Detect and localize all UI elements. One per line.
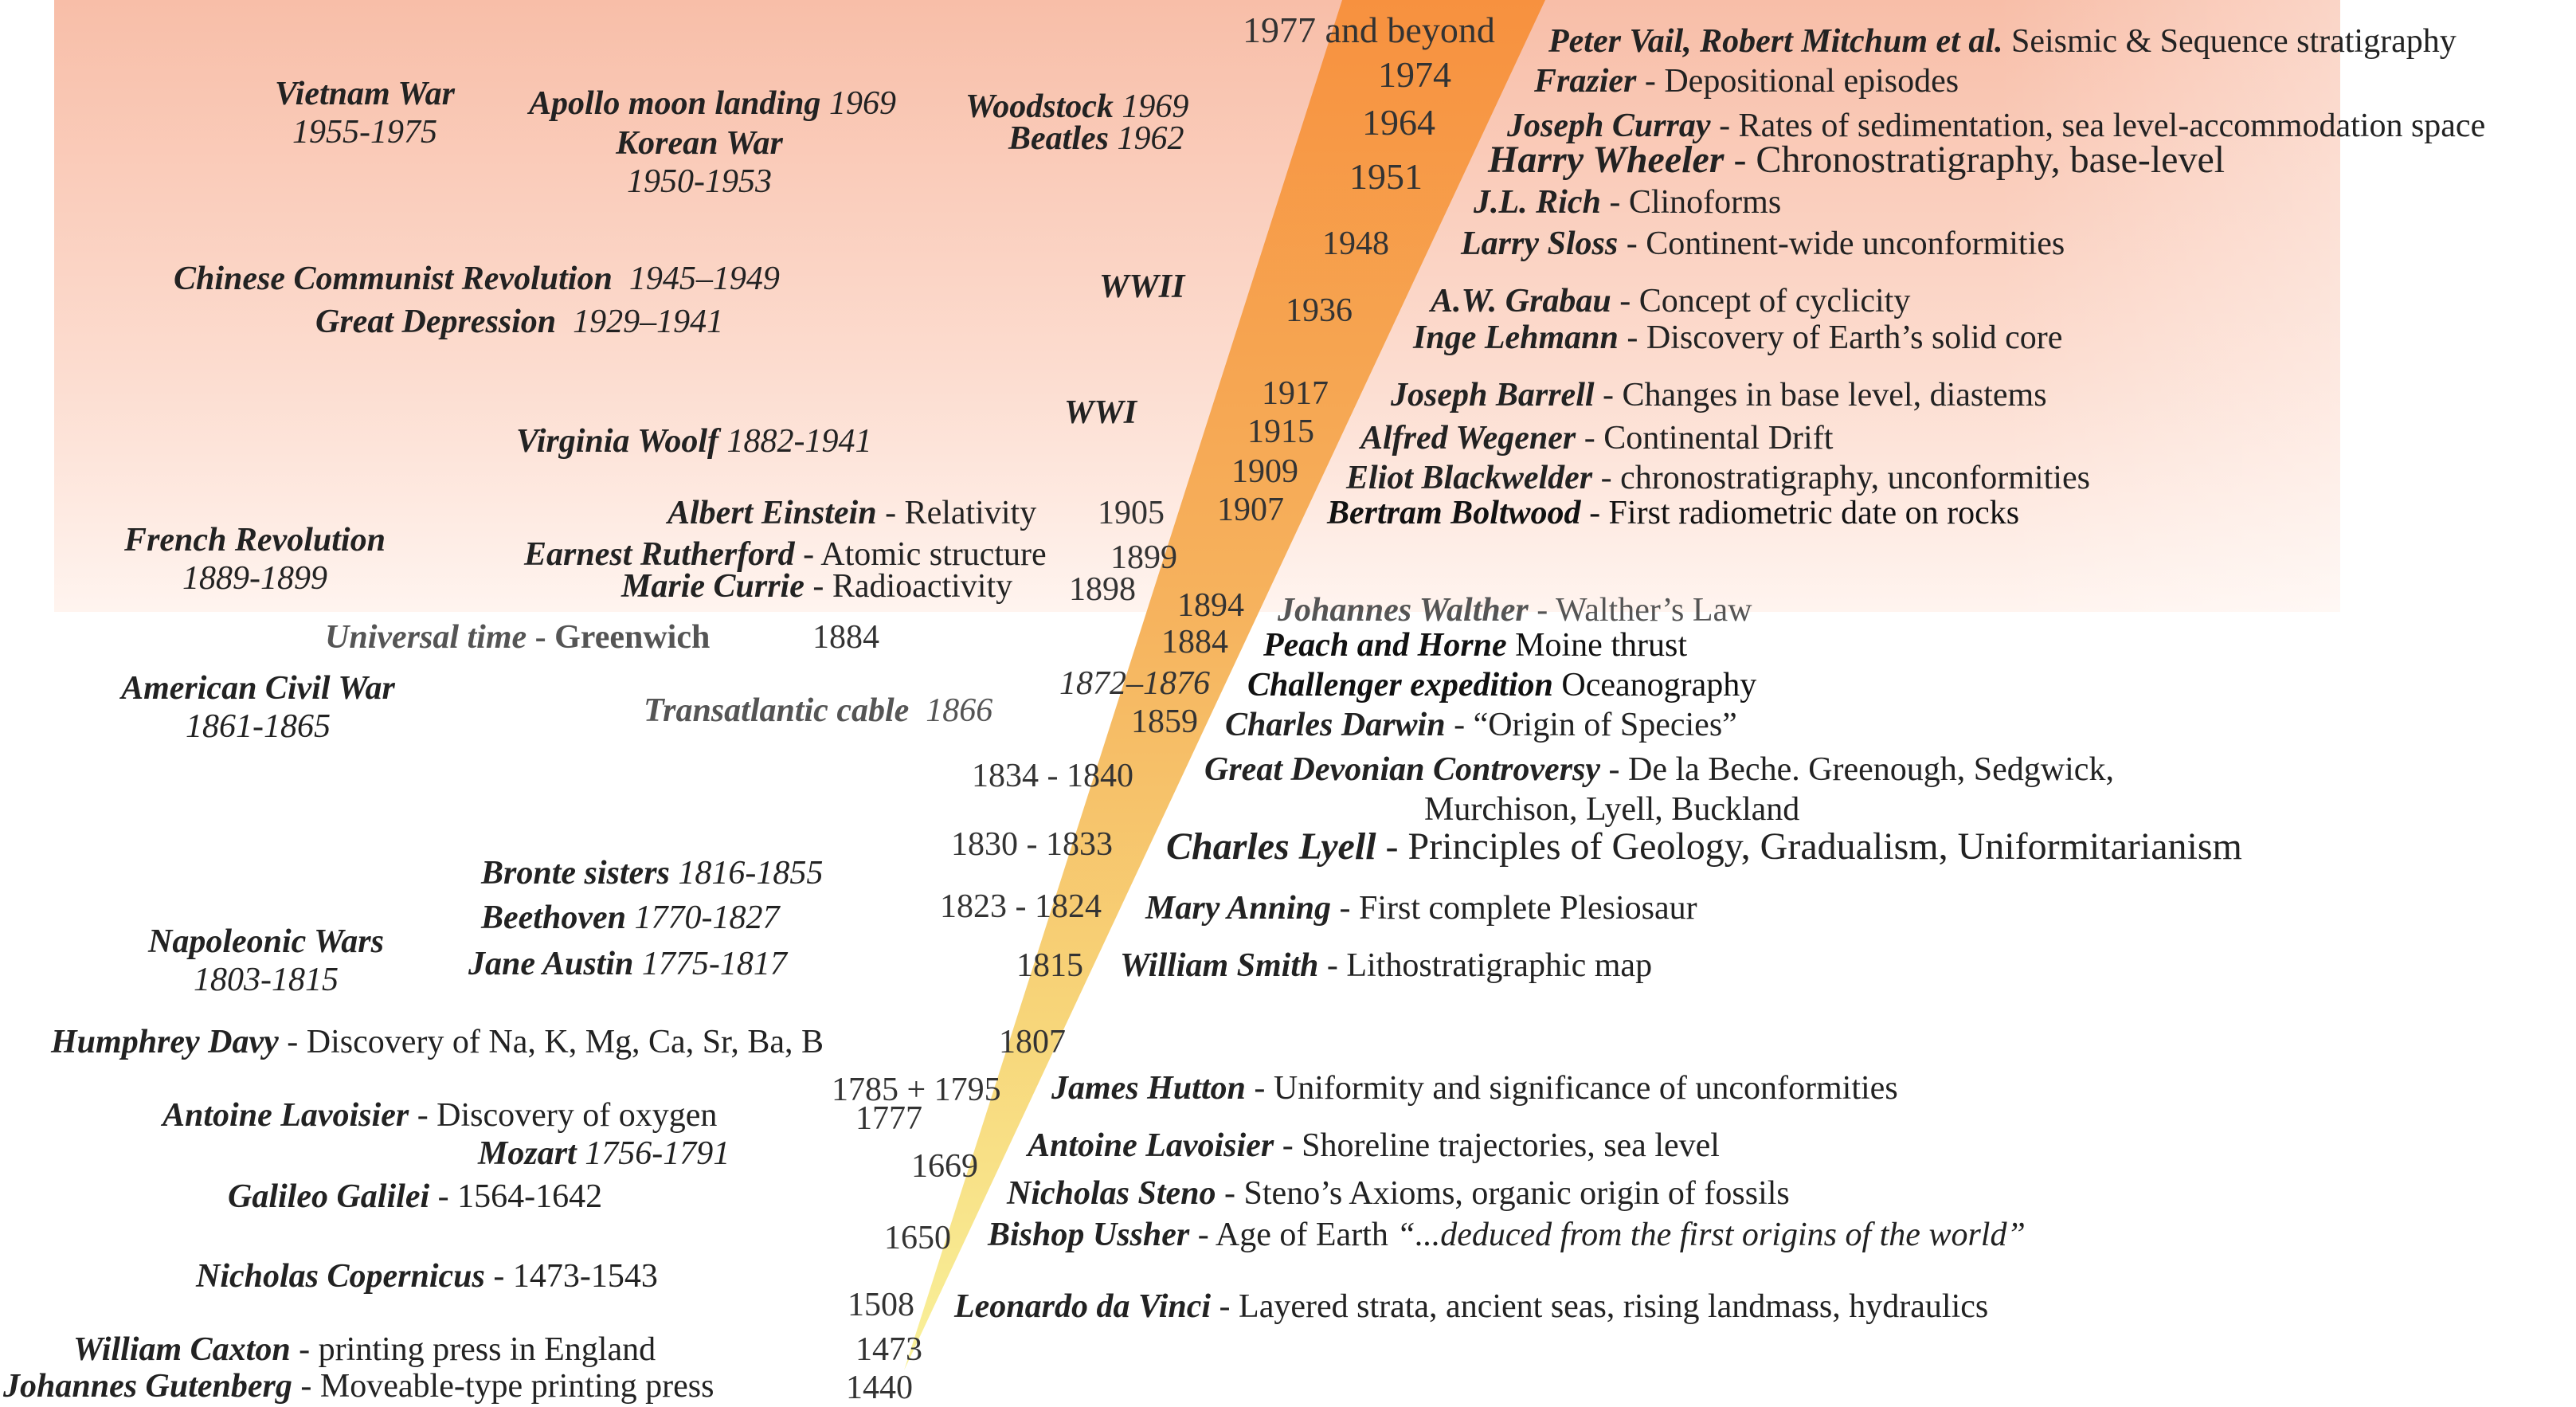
year-1905: 1905 [1098, 495, 1165, 531]
year-1977-and-beyond: 1977 and beyond [1243, 10, 1495, 50]
year-1884-left: 1884 [812, 619, 879, 656]
year-1915: 1915 [1247, 413, 1314, 450]
year-1907: 1907 [1217, 492, 1284, 528]
event-korean-war: Korean War 1950-1953 [616, 125, 783, 200]
event-smith: William Smith - Lithostratigraphic map [1120, 947, 1653, 984]
year-1823-1824: 1823 - 1824 [940, 888, 1102, 925]
year-1807: 1807 [999, 1024, 1066, 1060]
year-1964: 1964 [1362, 102, 1435, 143]
event-wheeler: Harry Wheeler - Chronostratigraphy, base-level [1488, 139, 2226, 181]
event-wwii: WWII [1099, 268, 1185, 305]
event-frazier: Frazier - Depositional episodes [1534, 63, 1959, 100]
event-rutherford: Earnest Rutherford - Atomic structure [524, 536, 1047, 573]
year-1936: 1936 [1286, 292, 1353, 329]
event-civil-war: American Civil War 1861-1865 [121, 670, 395, 745]
event-chinese-revolution: Chinese Communist Revolution 1945–1949 [174, 261, 780, 297]
event-great-depression: Great Depression 1929–1941 [315, 304, 724, 340]
event-devonian-controversy: Great Devonian Controversy - De la Beche. Greenough, Sedgwick, [1204, 751, 2114, 788]
event-caxton: William Caxton - printing press in England [73, 1331, 656, 1368]
event-curie: Marie Currie - Radioactivity [621, 568, 1013, 605]
event-ussher: Bishop Ussher - Age of Earth “...deduced from the first origins of the world” [988, 1217, 2026, 1253]
event-beatles: Beatles 1962 [1008, 120, 1184, 157]
year-1785-1795: 1785 + 1795 [832, 1072, 1001, 1108]
event-french-revolution: French Revolution 1889-1899 [124, 522, 386, 597]
year-1473: 1473 [855, 1331, 922, 1368]
year-1440: 1440 [846, 1370, 913, 1406]
event-curray: Joseph Curray - Rates of sedimentation, sea level-accommodation space [1507, 108, 2486, 144]
event-hutton: James Hutton - Uniformity and significance of unconformities [1051, 1070, 1898, 1107]
year-1830-1833: 1830 - 1833 [951, 826, 1113, 863]
event-virginia-woolf: Virginia Woolf 1882-1941 [516, 423, 872, 460]
year-1884: 1884 [1161, 624, 1228, 660]
year-1650: 1650 [884, 1220, 951, 1256]
event-napoleonic-wars: Napoleonic Wars 1803-1815 [148, 923, 384, 998]
year-1917: 1917 [1262, 375, 1329, 412]
event-grabau: A.W. Grabau - Concept of cyclicity [1431, 283, 1911, 319]
event-bronte: Bronte sisters 1816-1855 [481, 855, 824, 892]
year-1951: 1951 [1349, 156, 1423, 197]
event-vietnam-war: Vietnam War 1955-1975 [274, 76, 456, 151]
event-einstein: Albert Einstein - Relativity [667, 495, 1037, 531]
year-1834-1840: 1834 - 1840 [972, 758, 1133, 794]
event-rich: J.L. Rich - Clinoforms [1474, 184, 1782, 221]
event-da-vinci: Leonardo da Vinci - Layered strata, ancient seas, rising landmass, hydraulics [954, 1288, 1989, 1325]
event-devonian-controversy-line2: Murchison, Lyell, Buckland [1424, 791, 1800, 828]
year-1815: 1815 [1016, 947, 1083, 984]
event-beethoven: Beethoven 1770-1827 [481, 899, 780, 936]
event-anning: Mary Anning - First complete Plesiosaur [1145, 890, 1697, 927]
event-blackwelder: Eliot Blackwelder - chronostratigraphy, unconformities [1346, 460, 2090, 496]
event-steno: Nicholas Steno - Steno’s Axioms, organic origin of fossils [1007, 1175, 1790, 1212]
year-1898: 1898 [1069, 571, 1136, 608]
event-peach-horne: Peach and Horne Moine thrust [1263, 627, 1687, 664]
event-barrell: Joseph Barrell - Changes in base level, diastems [1391, 377, 2047, 413]
year-1859: 1859 [1131, 704, 1198, 740]
year-1894: 1894 [1177, 587, 1244, 624]
year-1974: 1974 [1378, 54, 1451, 95]
event-wwi: WWI [1064, 394, 1137, 431]
year-1909: 1909 [1231, 453, 1298, 490]
event-galileo: Galileo Galilei - 1564-1642 [228, 1178, 603, 1215]
event-gutenberg: Johannes Gutenberg - Moveable-type printing press [3, 1368, 714, 1405]
event-woodstock: Woodstock 1969 [965, 88, 1189, 125]
event-darwin: Charles Darwin - “Origin of Species” [1225, 707, 1737, 743]
year-1508: 1508 [848, 1287, 914, 1323]
event-sloss: Larry Sloss - Continent-wide unconformities [1461, 225, 2065, 262]
event-jane-austin: Jane Austin 1775-1817 [468, 946, 787, 982]
event-lavoisier-shoreline: Antoine Lavoisier - Shoreline trajectories, sea level [1028, 1127, 1720, 1164]
event-humphrey-davy: Humphrey Davy - Discovery of Na, K, Mg, Ca, Sr, Ba, B [51, 1024, 824, 1060]
event-vail: Peter Vail, Robert Mitchum et al. Seismic & Sequence stratigraphy [1548, 23, 2457, 60]
event-wegener: Alfred Wegener - Continental Drift [1360, 420, 1834, 457]
year-1669: 1669 [911, 1148, 978, 1185]
event-copernicus: Nicholas Copernicus - 1473-1543 [196, 1258, 658, 1295]
event-boltwood: Bertram Boltwood - First radiometric date on rocks [1327, 495, 2020, 531]
event-mozart: Mozart 1756-1791 [478, 1135, 730, 1172]
year-1948: 1948 [1322, 225, 1389, 262]
event-lyell: Charles Lyell - Principles of Geology, Gradualism, Uniformitarianism [1166, 825, 2242, 868]
event-walther: Johannes Walther - Walther’s Law [1278, 592, 1752, 629]
event-challenger: Challenger expedition Oceanography [1247, 667, 1757, 704]
event-lehmann: Inge Lehmann - Discovery of Earth’s solid core [1413, 319, 2063, 356]
year-1899: 1899 [1110, 539, 1177, 576]
event-transatlantic-cable: Transatlantic cable 1866 [644, 692, 993, 729]
year-1872-1876: 1872–1876 [1059, 665, 1210, 702]
event-lavoisier-oxygen: Antoine Lavoisier - Discovery of oxygen [162, 1097, 718, 1134]
event-apollo: Apollo moon landing 1969 [529, 85, 896, 122]
event-universal-time: Universal time - Greenwich [325, 619, 711, 656]
year-1777: 1777 [855, 1100, 922, 1137]
